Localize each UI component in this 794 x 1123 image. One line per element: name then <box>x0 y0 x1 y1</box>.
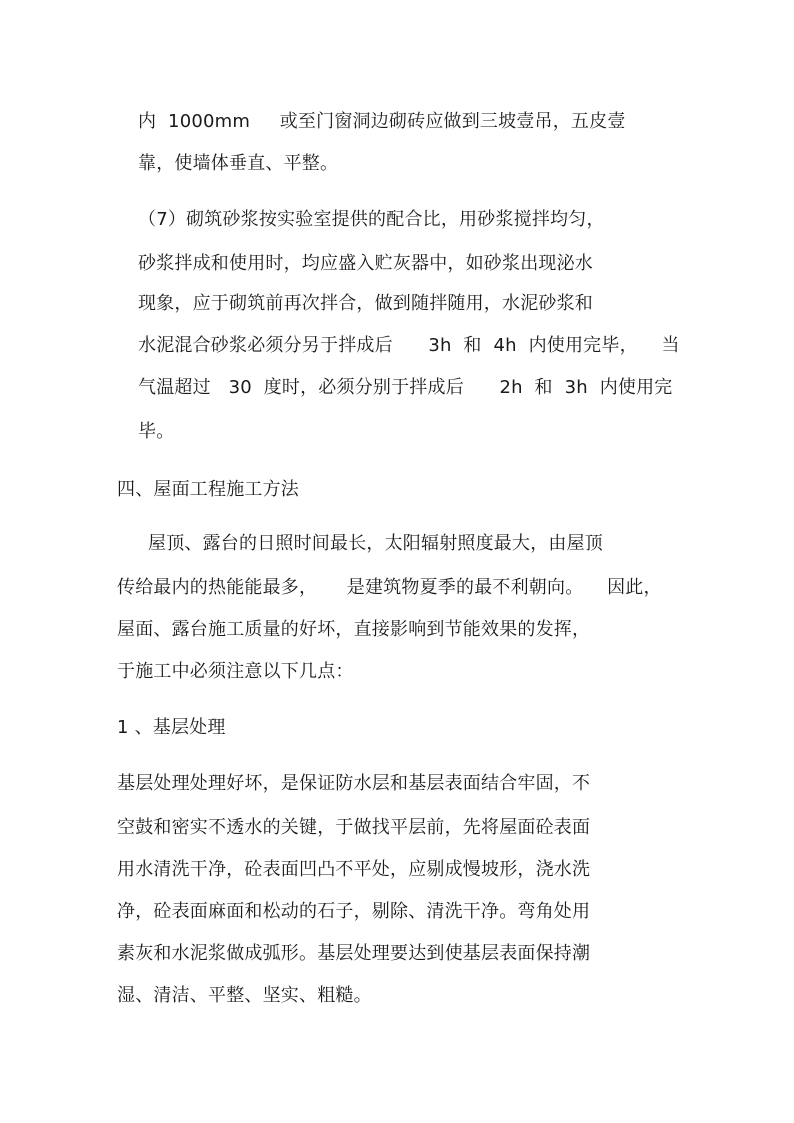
text-line: 靠，使墙体垂直、平整。 <box>138 153 339 174</box>
text-line: 湿、清洁、平整、坚实、粗糙。 <box>117 985 372 1006</box>
text-line: 用水清洗干净，砼表面凹凸不平处，应剔成慢坡形，浇水洗 <box>117 859 591 880</box>
text-line: 传给最内的热能能最多， 是建筑物夏季的最不利朝向。 因此， <box>117 577 662 598</box>
text-line: 屋顶、露台的日照时间最长，太阳辐射照度最大，由屋顶 <box>148 533 603 554</box>
text-line: 屋面、露台施工质量的好坏，直接影响到节能效果的发挥， <box>117 619 591 640</box>
text-line: （7）砌筑砂浆按实验室提供的配合比，用砂浆搅拌均匀， <box>138 209 605 230</box>
text-line: 气温超过 30 度时，必须分别于拌成后 2h 和 3h 内使用完 <box>138 377 673 398</box>
text-line: 基层处理处理好坏，是保证防水层和基层表面结合牢固，不 <box>117 773 591 794</box>
text-line: 于施工中必须注意以下几点： <box>117 661 354 682</box>
text-line: 砂浆拌成和使用时，均应盛入贮灰器中，如砂浆出现泌水 <box>138 253 593 274</box>
text-line: 素灰和水泥浆做成弧形。基层处理要达到使基层表面保持潮 <box>117 943 591 964</box>
section-heading: 四、屋面工程施工方法 <box>117 479 299 500</box>
subsection-heading: 1 、基层处理 <box>117 717 226 738</box>
text-line: 空鼓和密实不透水的关键，于做找平层前，先将屋面砼表面 <box>117 817 591 838</box>
text-line: 内 1000mm 或至门窗洞边砌砖应做到三坡壹吊，五皮壹 <box>138 111 626 132</box>
text-line: 毕。 <box>138 421 175 442</box>
text-line: 水泥混合砂浆必须分另于拌成后 3h 和 4h 内使用完毕， 当 <box>138 335 680 356</box>
text-line: 现象，应于砌筑前再次拌合，做到随拌随用，水泥砂浆和 <box>138 293 593 314</box>
text-line: 净，砼表面麻面和松动的石子，剔除、清洗干净。弯角处用 <box>117 901 591 922</box>
